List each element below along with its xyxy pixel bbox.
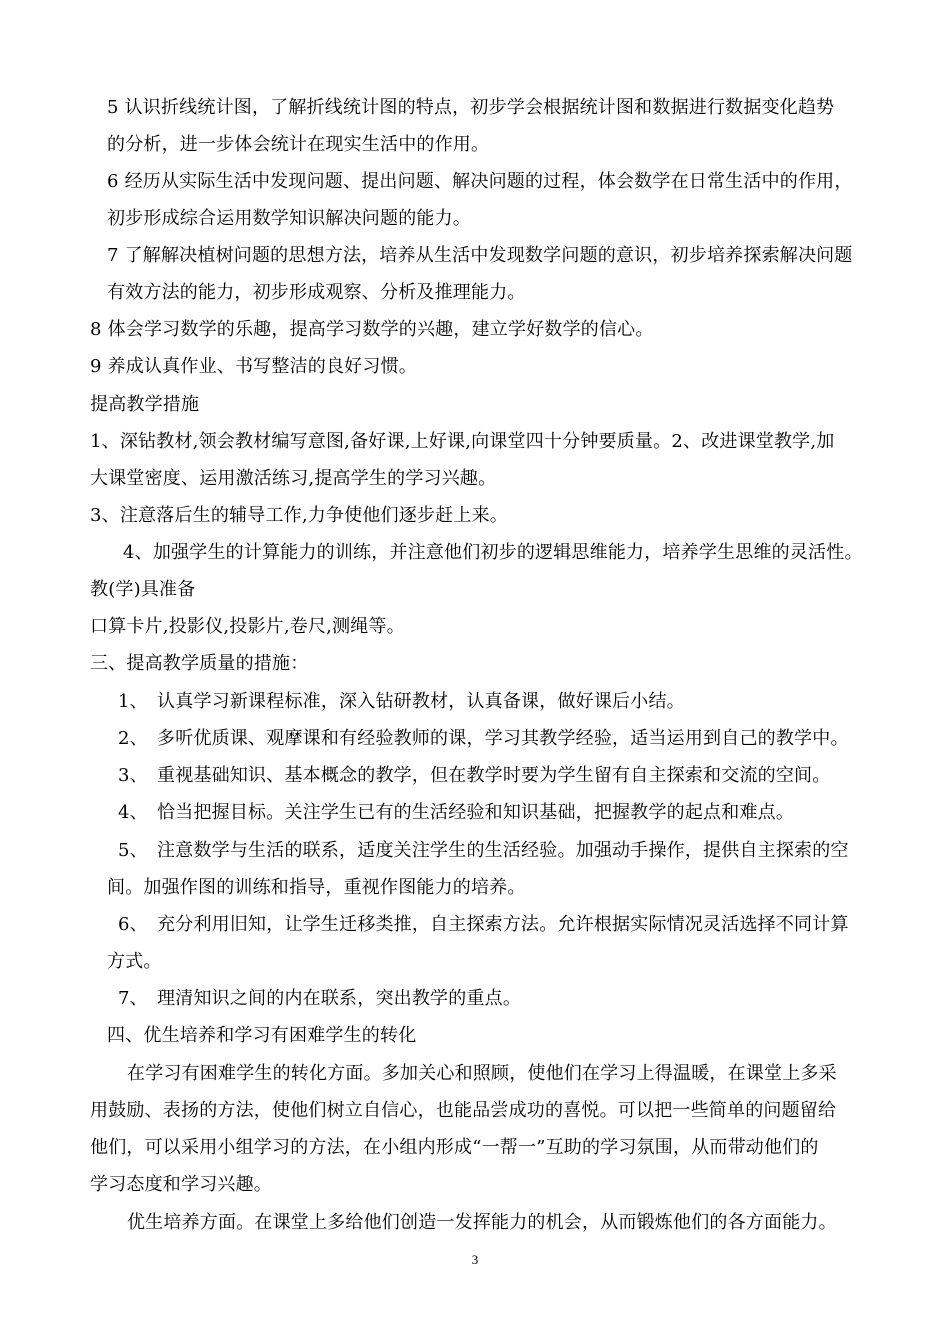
goal-9: 9 养成认真作业、书写整洁的良好习惯。 — [90, 356, 417, 377]
goal-7-line-2: 有效方法的能力，初步形成观察、分析及推理能力。 — [107, 282, 526, 303]
goal-6-line-1: 6 经历从实际生活中发现问题、提出问题、解决问题的过程，体会数学在日常生活中的作用， — [107, 171, 853, 192]
goal-5-line-2: 的分析，进一步体会统计在现实生活中的作用。 — [107, 134, 490, 155]
heading-teaching-aids: 教(学)具准备 — [90, 579, 196, 600]
measure-1-line-2: 大课堂密度、运用激活练习,提高学生的学习兴趣。 — [90, 468, 497, 489]
goal-7-line-1: 7 了解解决植树问题的思想方法，培养从生活中发现数学问题的意识，初步培养探索解决问题 — [107, 245, 853, 266]
section-4-paragraph-2: 优生培养方面。在课堂上多给他们创造一发挥能力的机会，从而锻炼他们的各方面能力。 — [127, 1212, 837, 1233]
section-3-item-6-line-1: 6、 充分利用旧知，让学生迁移类推，自主探索方法。允许根据实际情况灵活选择不同计算 — [118, 914, 849, 935]
section-3-item-5-line-1: 5、 注意数学与生活的联系，适度关注学生的生活经验。加强动手操作，提供自主探索的空 — [118, 840, 849, 861]
goal-8: 8 体会学习数学的乐趣，提高学习数学的兴趣，建立学好数学的信心。 — [90, 319, 654, 340]
section-4-paragraph-1-line-4: 学习态度和学习兴趣。 — [90, 1174, 272, 1195]
measure-3: 3、注意落后生的辅导工作,力争使他们逐步赶上来。 — [90, 505, 508, 526]
section-3-item-4: 4、 恰当把握目标。关注学生已有的生活经验和知识基础，把握教学的起点和难点。 — [118, 802, 795, 823]
page-number: 3 — [471, 1252, 479, 1267]
section-3-item-2: 2、 多听优质课、观摩课和有经验教师的课，学习其教学经验，适当运用到自己的教学中。 — [118, 728, 849, 749]
section-3-item-6-line-2: 方式。 — [107, 951, 162, 972]
teaching-aids-list: 口算卡片,投影仪,投影片,卷尺,测绳等。 — [90, 616, 405, 637]
section-4-paragraph-1-line-3: 他们，可以采用小组学习的方法，在小组内形成“一帮一”互助的学习氛围，从而带动他们的 — [90, 1137, 819, 1158]
heading-section-4: 四、优生培养和学习有困难学生的转化 — [107, 1025, 417, 1046]
goal-6-line-2: 初步形成综合运用数学知识解决问题的能力。 — [107, 208, 471, 229]
section-3-item-7: 7、 理清知识之间的内在联系，突出教学的重点。 — [118, 988, 522, 1009]
section-3-item-1: 1、 认真学习新课程标准，深入钻研教材，认真备课，做好课后小结。 — [118, 691, 685, 712]
section-3-item-3: 3、 重视基础知识、基本概念的教学，但在教学时要为学生留有自主探索和交流的空间。 — [118, 765, 831, 786]
section-4-paragraph-1-line-2: 用鼓励、表扬的方法，使他们树立自信心，也能品尝成功的喜悦。可以把一些简单的问题留给 — [90, 1100, 837, 1121]
heading-section-3: 三、提高教学质量的措施： — [90, 653, 309, 674]
heading-teaching-measures: 提高教学措施 — [90, 394, 200, 415]
measure-4: 4、加强学生的计算能力的训练，并注意他们初步的逻辑思维能力，培养学生思维的灵活性。 — [123, 542, 863, 563]
section-4-paragraph-1-line-1: 在学习有困难学生的转化方面。多加关心和照顾，使他们在学习上得温暖，在课堂上多采 — [127, 1063, 837, 1084]
measure-1-line-1: 1、深钻教材,领会教材编写意图,备好课,上好课,向课堂四十分钟要质量。2、改进课堂教学,加 — [90, 431, 835, 452]
section-3-item-5-line-2: 间。加强作图的训练和指导，重视作图能力的培养。 — [107, 877, 526, 898]
goal-5-line-1: 5 认识折线统计图，了解折线统计图的特点，初步学会根据统计图和数据进行数据变化趋势 — [107, 97, 835, 118]
